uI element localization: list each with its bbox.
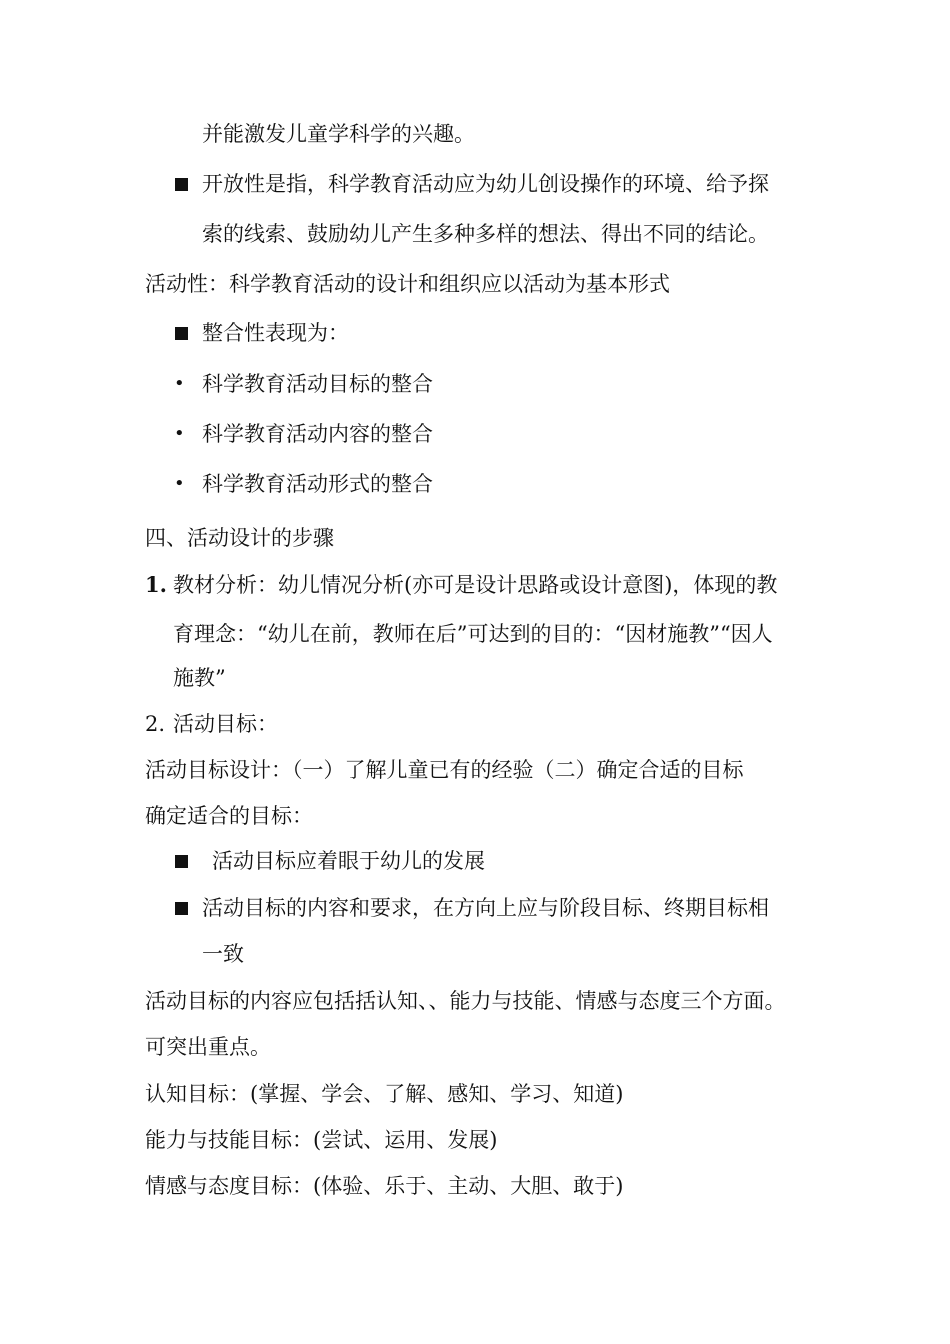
text-line: 教材分析：幼儿情况分析(亦可是设计思路或设计意图)，体现的教 [173,573,778,597]
text-line: 能力与技能目标：(尝试、运用、发展) [145,1128,498,1152]
text-line: 活动目标应着眼于幼儿的发展 [212,849,485,873]
text-line: 索的线索、鼓励幼儿产生多种多样的想法、得出不同的结论。 [202,222,769,246]
list-item: 科学教育活动内容的整合 [202,422,433,446]
text-line: 开放性是指，科学教育活动应为幼儿创设操作的环境、给予探 [202,172,769,196]
text-line: 整合性表现为： [202,321,349,345]
list-number: 1. [145,572,167,597]
text-line: 并能激发儿童学科学的兴趣。 [202,122,475,146]
list-number: 2. [145,712,166,736]
text-line: 可突出重点。 [145,1035,271,1059]
section-heading: 四、活动设计的步骤 [145,526,334,550]
text-line: 活动目标： [173,712,278,736]
text-line: 活动目标设计：（一）了解儿童已有的经验（二）确定合适的目标 [145,758,744,782]
text-line: 活动目标的内容和要求，在方向上应与阶段目标、终期目标相 [202,896,769,920]
dot-bullet-icon: • [174,373,185,394]
text-line: 确定适合的目标： [145,804,313,828]
square-bullet-icon [175,902,188,915]
square-bullet-icon [175,855,188,868]
dot-bullet-icon: • [174,423,185,444]
square-bullet-icon [175,327,188,340]
dot-bullet-icon: • [174,473,185,494]
text-line: 一致 [202,942,244,966]
list-item: 科学教育活动目标的整合 [202,372,433,396]
list-item: 科学教育活动形式的整合 [202,472,433,496]
text-line: 活动性：科学教育活动的设计和组织应以活动为基本形式 [145,272,670,296]
text-line: 认知目标：(掌握、学会、了解、感知、学习、知道) [145,1082,624,1106]
text-line: 施教” [173,666,226,690]
text-line: 活动目标的内容应包括括认知、、能力与技能、情感与态度三个方面。 [145,989,786,1013]
square-bullet-icon [175,178,188,191]
text-line: 情感与态度目标：(体验、乐于、主动、大胆、敢于) [145,1174,624,1198]
text-line: 育理念：“幼儿在前，教师在后”可达到的目的：“因材施教”“因人 [173,622,773,646]
